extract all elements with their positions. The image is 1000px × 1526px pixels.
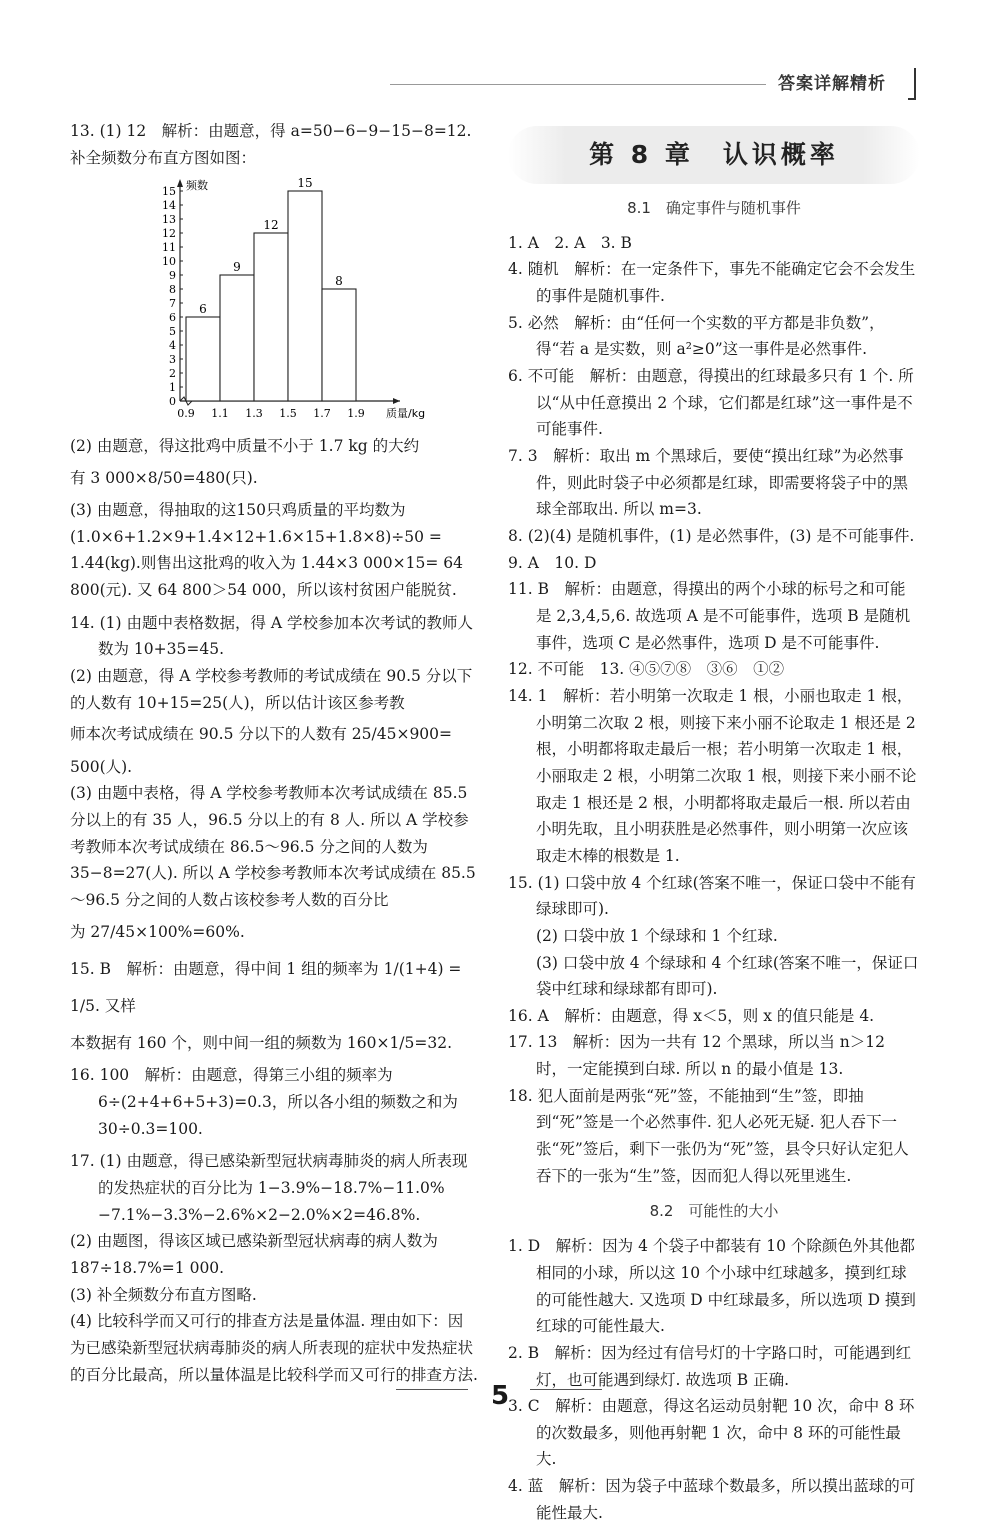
histogram-bar bbox=[288, 191, 322, 401]
y-axis-title: 频数 bbox=[186, 179, 208, 193]
histogram bbox=[150, 175, 426, 431]
section-title-8-1: 8.1 确定事件与随机事件 bbox=[627, 199, 801, 217]
q15-line1: 15. B 解析：由题意，得中间 1 组的频率为 1/(1+4) = 1/5. 又样 bbox=[70, 959, 462, 1015]
q17-part3: (3) 补全频数分布直方图略. bbox=[70, 1285, 257, 1304]
bar-value-label: 6 bbox=[199, 302, 207, 317]
y-tick-label: 12 bbox=[162, 227, 176, 241]
answer-item: 14. 1 解析：若小明第一次取走 1 根，小丽也取走 1 根，小明第二次取 2 根，则接下来小丽不论取走 1 根还是 2 根，小明都将取走最后一根；若小明第一次取走 1 根，小丽取走 2 根，小明第二次取 1 根，则接下来小丽不论取走 1 根还是 2 根，小明都将取走最后一根. 所以若由小明先取，且小明获胜是必然事件，则小明第一次应该取走木棒的根数是 1. bbox=[508, 686, 917, 865]
histogram-bar bbox=[322, 289, 356, 401]
answer-item: 7. 3 解析：取出 m 个黑球后，要使“摸出红球”为必然事件，则此时袋子中必须都是红球，即需要将袋子中的黑球全部取出. 所以 m=3. bbox=[508, 447, 909, 519]
x-tick-label: 0.9 bbox=[177, 407, 195, 421]
right-column bbox=[508, 126, 920, 1526]
chapter-title: 第 8 章 认识概率 bbox=[589, 140, 839, 169]
histogram-bar bbox=[254, 233, 288, 401]
y-tick-label: 2 bbox=[169, 367, 176, 381]
y-tick-label: 8 bbox=[169, 283, 176, 297]
running-header: 答案详解精析 bbox=[778, 74, 886, 94]
x-axis-title: 质量/kg bbox=[386, 407, 426, 421]
answer-item: 1. D 解析：因为 4 个袋子中都装有 10 个除颜色外其他都相同的小球，所以这 10 个小球中红球越多，摸到红球的可能性越大. 又选项 D 中红球最多，所以选项 D 摸到红球的可能性最大. bbox=[508, 1237, 916, 1336]
q14-part2c: 500(人). bbox=[70, 757, 133, 776]
y-tick-label: 15 bbox=[162, 185, 176, 199]
y-tick-label: 14 bbox=[162, 199, 176, 213]
answer-item: (3) 口袋中放 4 个绿球和 4 个红球(答案不唯一，保证口袋中红球和绿球都有即可). bbox=[536, 953, 919, 999]
q14-part2b: 师本次考试成绩在 90.5 分以下的人数有 25/45×900= bbox=[70, 725, 453, 744]
answer-item: 4. 蓝 解析：因为袋子中蓝球个数最多，所以摸出蓝球的可能性最大. bbox=[508, 1477, 916, 1522]
section-8-1-answers bbox=[508, 230, 920, 1190]
y-tick-label: 7 bbox=[169, 297, 176, 311]
answer-item: 5. 必然 解析：由“任何一个实数的平方都是非负数”，得“若 a 是实数，则 a²≥0”这一事件是必然事件. bbox=[508, 313, 885, 359]
page-number: 5 bbox=[490, 1381, 510, 1411]
answer-item: 4. 随机 解析：在一定条件下，事先不能确定它会不会发生的事件是随机事件. bbox=[508, 260, 916, 306]
y-tick-label: 4 bbox=[169, 339, 176, 353]
q13-answer: 13. (1) 12 解析：由题意，得 a=50−6−9−15−8=12. bbox=[70, 122, 472, 140]
y-tick-label: 11 bbox=[162, 241, 176, 255]
x-tick-label: 1.9 bbox=[347, 407, 365, 421]
answer-item: 17. 13 解析：因为一共有 12 个黑球，所以当 n＞12 时，一定能摸到白球. 所以 n 的最小值是 13. bbox=[508, 1033, 886, 1079]
section-title-8-2: 8.2 可能性的大小 bbox=[649, 1202, 779, 1221]
q17-part1: 17. (1) 由题意，得已感染新型冠状病毒肺炎的病人所表现的发热症状的百分比为 1−3.9%−18.7%−11.0%−7.1%−3.3%−2.6%×2−2.0%×2=46.8%. bbox=[70, 1152, 468, 1224]
chapter-banner bbox=[508, 126, 920, 184]
histogram-bar bbox=[186, 317, 220, 401]
answer-item: 18. 犯人面前是两张“死”签，不能抽到“生”签，即抽到“死”签是一个必然事件. 犯人必死无疑. 犯人吞下一张“死”签后，剩下一张仍为“死”签，县令只好认定犯人吞下的一张为“生”签，因而犯人得以死里逃生. bbox=[508, 1086, 909, 1185]
origin-label: 0 bbox=[169, 395, 176, 409]
y-tick-label: 1 bbox=[169, 381, 176, 395]
y-tick-label: 5 bbox=[169, 325, 176, 339]
answer-item: 1. A 2. A 3. B bbox=[508, 233, 632, 252]
q13-note: 补全频数分布直方图如图： bbox=[70, 148, 257, 167]
header-rule bbox=[390, 84, 766, 85]
bar-value-label: 15 bbox=[297, 176, 313, 191]
q15-line2: 本数据有 160 个，则中间一组的频数为 160×1/5=32. bbox=[70, 1034, 453, 1053]
histogram-svg bbox=[150, 175, 426, 431]
answer-item: 3. C 解析：由题意，得这名运动员射靶 10 次，命中 8 环的次数最多，则他再射靶 1 次，命中 8 环的可能性最大. bbox=[508, 1397, 915, 1469]
q17-part4: (4) 比较科学而又可行的排查方法是量体温. 理由如下：因为已感染新型冠状病毒肺炎的病人所表现的症状中发热症状的百分比最高，所以量体温是比较科学而又可行的排查方法. bbox=[70, 1312, 478, 1384]
q13-part2a: (2) 由题意，得这批鸡中质量不小于 1.7 kg 的大约 bbox=[70, 437, 420, 456]
q13-part3: (3) 由题意，得抽取的这150只鸡质量的平均数为(1.0×6+1.2×9+1.4×12+1.6×15+1.8×8)÷50 = 1.44(kg).则售出这批鸡的收入为 1.44×3 000×15= 64 800(元). 又 64 800＞54 000，所以该村贫困户能脱贫. bbox=[70, 501, 463, 600]
x-tick-label: 1.1 bbox=[211, 407, 229, 421]
q16-answer: 16. 100 解析：由题意，得第三小组的频率为 6÷(2+4+6+5+3)=0.3，所以各小组的频数之和为 30÷0.3=100. bbox=[70, 1066, 458, 1138]
q13-part2b: 有 3 000×8/50=480(只). bbox=[70, 468, 258, 487]
bar-value-label: 8 bbox=[335, 274, 343, 289]
x-axis-arrow bbox=[393, 398, 400, 404]
y-axis-arrow bbox=[177, 179, 183, 187]
header-bracket bbox=[908, 68, 916, 100]
y-tick-label: 6 bbox=[169, 311, 176, 325]
answer-item: 6. 不可能 解析：由题意，得摸出的红球最多只有 1 个. 所以“从中任意摸出 2 个球，它们都是红球”这一事件是不可能事件. bbox=[508, 367, 914, 439]
answer-item: 16. A 解析：由题意，得 x＜5，则 x 的值只能是 4. bbox=[508, 1006, 875, 1025]
y-tick-label: 9 bbox=[169, 269, 176, 283]
answer-item: 12. 不可能 13. ④⑤⑦⑧ ③⑥ ①② bbox=[508, 660, 785, 679]
x-tick-label: 1.5 bbox=[279, 407, 297, 421]
left-column bbox=[70, 118, 478, 1388]
histogram-bar bbox=[220, 275, 254, 401]
answer-item: 9. A 10. D bbox=[508, 553, 597, 572]
x-tick-label: 1.7 bbox=[313, 407, 331, 421]
answer-item: 11. B 解析：由题意，得摸出的两个小球的标号之和可能是 2,3,4,5,6. 故选项 A 是不可能事件，选项 B 是随机事件，选项 C 是必然事件，选项 D 是不可能事件. bbox=[508, 580, 911, 652]
page-number-rule-right bbox=[530, 1389, 602, 1390]
y-tick-label: 13 bbox=[162, 213, 176, 227]
answer-item: 8. (2)(4) 是随机事件，(1) 是必然事件，(3) 是不可能事件. bbox=[508, 527, 915, 546]
q14-part3b: 为 27/45×100%=60%. bbox=[70, 922, 245, 941]
answer-item: 2. B 解析：因为经过有信号灯的十字路口时，可能遇到红灯，也可能遇到绿灯. 故选项 B 正确. bbox=[508, 1343, 912, 1389]
q17-part2: (2) 由题图，得该区域已感染新型冠状病毒的病人数为 187÷18.7%=1 000. bbox=[70, 1232, 438, 1277]
answer-item: (2) 口袋中放 1 个绿球和 1 个红球. bbox=[536, 926, 778, 945]
q14-part1: 14. (1) 由题中表格数据，得 A 学校参加本次考试的教师人数为 10+35=45. bbox=[70, 613, 474, 659]
y-tick-label: 3 bbox=[169, 353, 176, 367]
q14-part3a: (3) 由题中表格，得 A 学校参考教师本次考试成绩在 85.5 分以上的有 35 人，96.5 分以上的有 8 人. 所以 A 学校参考教师本次考试成绩在 86.5～96.5 分之间的人数为 35−8=27(人). 所以 A 学校参考教师本次考试成绩在 85.5～96.5 分之间的人数占该校参考人数的百分比 bbox=[70, 784, 476, 909]
bar-value-label: 12 bbox=[263, 218, 279, 233]
bar-value-label: 9 bbox=[233, 260, 241, 275]
y-tick-label: 10 bbox=[162, 255, 176, 269]
q14-part2a: (2) 由题意，得 A 学校参考教师的考试成绩在 90.5 分以下的人数有 10+15=25(人)，所以估计该区参考教 bbox=[70, 667, 473, 712]
x-tick-label: 1.3 bbox=[245, 407, 263, 421]
answer-item: 15. (1) 口袋中放 4 个红球(答案不唯一，保证口袋中不能有绿球即可). bbox=[508, 873, 916, 919]
